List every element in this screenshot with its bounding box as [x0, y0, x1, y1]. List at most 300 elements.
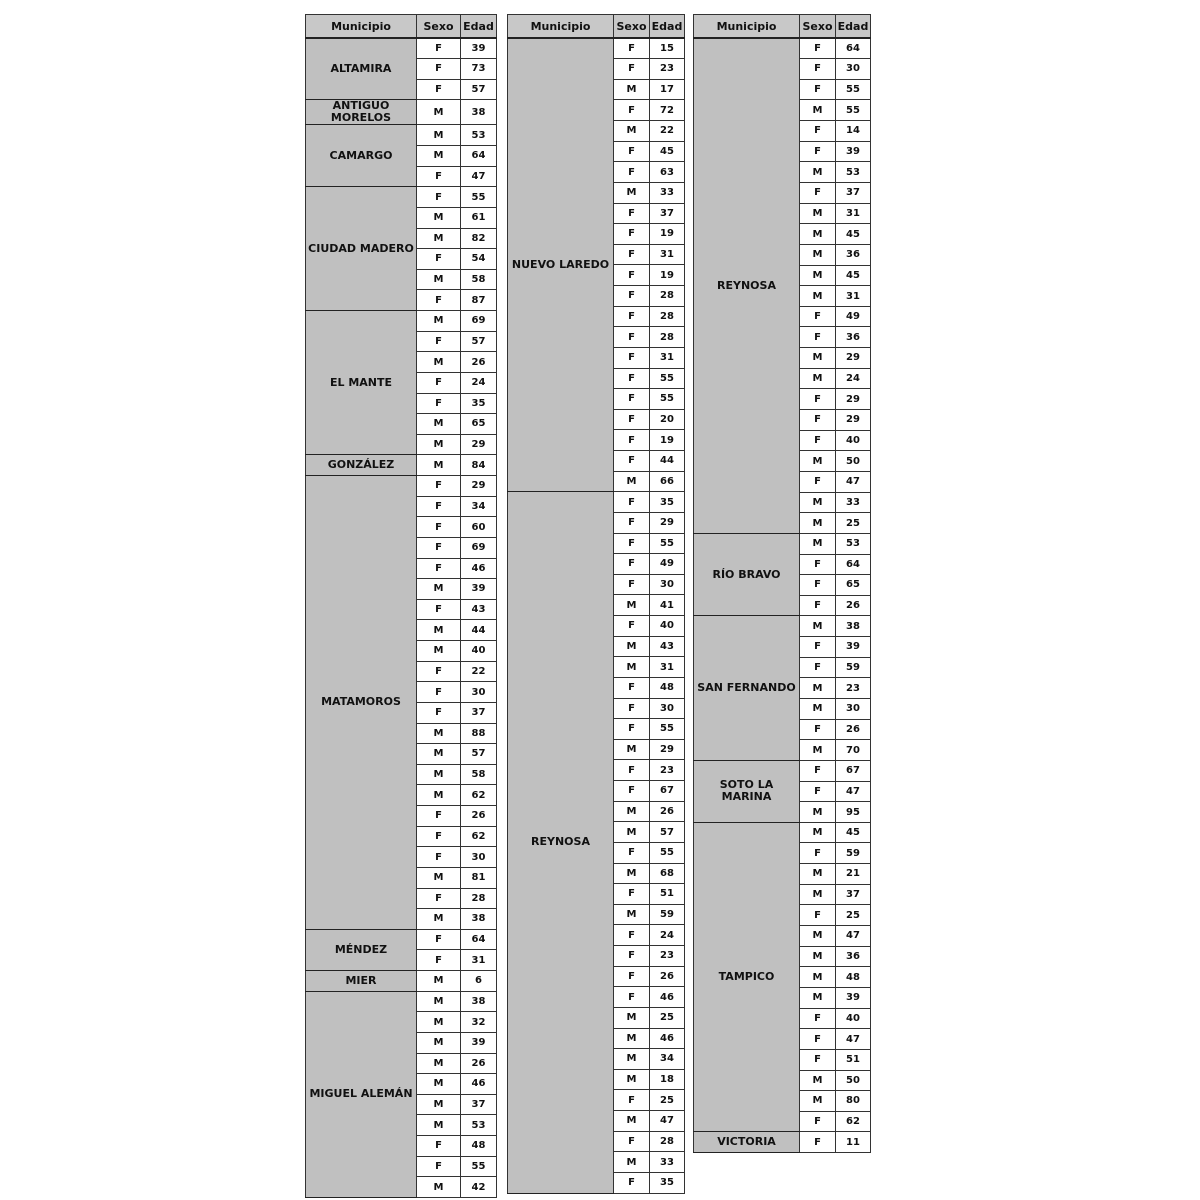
edad-cell: 40	[836, 1008, 871, 1029]
sexo-cell: M	[417, 228, 461, 249]
edad-cell: 55	[650, 368, 685, 389]
table-row	[306, 929, 497, 950]
municipio-cell: CAMARGO	[306, 125, 417, 187]
edad-cell: 26	[461, 806, 497, 827]
sexo-cell: F	[800, 1008, 836, 1029]
municipio-cell: GONZÁLEZ	[306, 455, 417, 476]
sexo-cell: F	[417, 661, 461, 682]
sexo-cell: M	[800, 678, 836, 699]
sexo-cell: M	[800, 1091, 836, 1112]
sexo-cell: F	[417, 702, 461, 723]
edad-cell: 57	[461, 744, 497, 765]
sexo-cell: M	[614, 1028, 650, 1049]
sexo-cell: M	[614, 822, 650, 843]
edad-cell: 25	[836, 905, 871, 926]
sexo-cell: F	[614, 760, 650, 781]
edad-cell: 33	[650, 182, 685, 203]
edad-cell: 62	[461, 785, 497, 806]
table-row	[306, 991, 497, 1012]
edad-cell: 87	[461, 290, 497, 311]
sexo-cell: F	[417, 599, 461, 620]
sexo-cell: F	[417, 476, 461, 497]
sexo-cell: M	[800, 740, 836, 761]
edad-cell: 47	[836, 781, 871, 802]
sexo-cell: F	[800, 1111, 836, 1132]
edad-cell: 69	[461, 537, 497, 558]
edad-cell: 64	[836, 554, 871, 575]
sexo-cell: M	[614, 121, 650, 142]
sexo-cell: M	[800, 368, 836, 389]
edad-cell: 30	[650, 698, 685, 719]
edad-cell: 35	[650, 492, 685, 513]
sexo-cell: F	[614, 512, 650, 533]
edad-cell: 40	[650, 616, 685, 637]
header-sexo: Sexo	[614, 15, 650, 39]
sexo-cell: F	[417, 331, 461, 352]
sexo-cell: M	[614, 801, 650, 822]
edad-cell: 57	[650, 822, 685, 843]
sexo-cell: F	[800, 781, 836, 802]
edad-cell: 38	[461, 909, 497, 930]
edad-cell: 48	[650, 677, 685, 698]
header-sexo: Sexo	[417, 15, 461, 39]
sexo-cell: M	[417, 991, 461, 1012]
edad-cell: 30	[461, 682, 497, 703]
header-row	[306, 15, 497, 39]
sexo-cell: F	[417, 249, 461, 270]
sexo-cell: F	[800, 905, 836, 926]
header-municipio: Municipio	[306, 15, 417, 39]
municipio-cell: SOTO LA MARINA	[694, 760, 800, 822]
sexo-cell: F	[417, 290, 461, 311]
sexo-cell: M	[417, 207, 461, 228]
edad-cell: 23	[836, 678, 871, 699]
edad-cell: 53	[836, 162, 871, 183]
edad-cell: 29	[836, 389, 871, 410]
sexo-cell: M	[417, 1053, 461, 1074]
edad-cell: 31	[650, 657, 685, 678]
edad-cell: 46	[461, 558, 497, 579]
edad-cell: 33	[836, 492, 871, 513]
sexo-cell: F	[614, 719, 650, 740]
edad-cell: 62	[836, 1111, 871, 1132]
sexo-cell: F	[614, 141, 650, 162]
sexo-cell: F	[614, 1131, 650, 1152]
municipio-table-1	[305, 14, 497, 1198]
edad-cell: 36	[836, 244, 871, 265]
sexo-cell: F	[800, 327, 836, 348]
sexo-cell: M	[800, 616, 836, 637]
sexo-cell: M	[417, 100, 461, 125]
table-row	[306, 100, 497, 125]
edad-cell: 23	[650, 59, 685, 80]
edad-cell: 39	[836, 987, 871, 1008]
sexo-cell: F	[417, 847, 461, 868]
municipio-cell: REYNOSA	[508, 492, 614, 1193]
edad-cell: 39	[461, 1032, 497, 1053]
sexo-cell: F	[614, 1090, 650, 1111]
edad-cell: 34	[461, 496, 497, 517]
edad-cell: 42	[461, 1177, 497, 1198]
edad-cell: 28	[650, 306, 685, 327]
sexo-cell: F	[614, 946, 650, 967]
sexo-cell: M	[614, 595, 650, 616]
edad-cell: 29	[836, 410, 871, 431]
sexo-cell: F	[614, 203, 650, 224]
edad-cell: 38	[461, 991, 497, 1012]
edad-cell: 26	[836, 595, 871, 616]
sexo-cell: M	[614, 1007, 650, 1028]
header-row	[694, 15, 871, 39]
municipio-cell: MÉNDEZ	[306, 929, 417, 970]
edad-cell: 69	[461, 311, 497, 332]
edad-cell: 59	[836, 843, 871, 864]
sexo-cell: M	[417, 723, 461, 744]
sexo-cell: F	[800, 719, 836, 740]
edad-cell: 28	[461, 888, 497, 909]
edad-cell: 66	[650, 471, 685, 492]
sexo-cell: M	[800, 162, 836, 183]
edad-cell: 29	[461, 434, 497, 455]
edad-cell: 88	[461, 723, 497, 744]
edad-cell: 73	[461, 59, 497, 80]
sexo-cell: M	[417, 1094, 461, 1115]
edad-cell: 23	[650, 946, 685, 967]
edad-cell: 17	[650, 79, 685, 100]
sexo-cell: M	[417, 414, 461, 435]
edad-cell: 31	[461, 950, 497, 971]
sexo-cell: F	[417, 38, 461, 59]
sexo-cell: F	[614, 451, 650, 472]
edad-cell: 55	[650, 533, 685, 554]
edad-cell: 11	[836, 1132, 871, 1153]
sexo-cell: F	[417, 537, 461, 558]
sexo-cell: F	[614, 100, 650, 121]
edad-cell: 36	[836, 946, 871, 967]
sexo-cell: F	[614, 574, 650, 595]
edad-cell: 44	[650, 451, 685, 472]
edad-cell: 24	[650, 925, 685, 946]
edad-cell: 55	[650, 719, 685, 740]
edad-cell: 40	[461, 641, 497, 662]
sexo-cell: F	[417, 166, 461, 187]
sexo-cell: F	[417, 393, 461, 414]
sexo-cell: M	[800, 100, 836, 121]
table-row	[306, 38, 497, 59]
sexo-cell: F	[800, 410, 836, 431]
sexo-cell: F	[614, 162, 650, 183]
sexo-cell: M	[614, 79, 650, 100]
sexo-cell: F	[800, 38, 836, 59]
sexo-cell: F	[800, 637, 836, 658]
sexo-cell: F	[614, 368, 650, 389]
sexo-cell: F	[614, 554, 650, 575]
sexo-cell: F	[800, 554, 836, 575]
edad-cell: 40	[836, 430, 871, 451]
edad-cell: 29	[461, 476, 497, 497]
table-row	[508, 38, 685, 59]
sexo-cell: M	[800, 967, 836, 988]
municipio-cell: ANTIGUO MORELOS	[306, 100, 417, 125]
edad-cell: 30	[650, 574, 685, 595]
sexo-cell: M	[614, 863, 650, 884]
sexo-cell: M	[614, 1069, 650, 1090]
edad-cell: 30	[461, 847, 497, 868]
edad-cell: 84	[461, 455, 497, 476]
municipio-cell: MIER	[306, 971, 417, 992]
sexo-cell: F	[417, 806, 461, 827]
edad-cell: 19	[650, 224, 685, 245]
edad-cell: 46	[461, 1074, 497, 1095]
sexo-cell: M	[800, 451, 836, 472]
edad-cell: 22	[650, 121, 685, 142]
table-row	[306, 125, 497, 146]
municipio-cell: EL MANTE	[306, 311, 417, 455]
edad-cell: 59	[650, 904, 685, 925]
edad-cell: 58	[461, 269, 497, 290]
edad-cell: 20	[650, 409, 685, 430]
sexo-cell: F	[800, 389, 836, 410]
edad-cell: 46	[650, 1028, 685, 1049]
sexo-cell: F	[614, 781, 650, 802]
edad-cell: 57	[461, 79, 497, 100]
sexo-cell: F	[614, 347, 650, 368]
edad-cell: 55	[461, 187, 497, 208]
edad-cell: 64	[836, 38, 871, 59]
sexo-cell: M	[800, 1070, 836, 1091]
sexo-cell: F	[800, 595, 836, 616]
municipio-cell: MIGUEL ALEMÁN	[306, 991, 417, 1197]
sexo-cell: F	[800, 306, 836, 327]
sexo-cell: M	[800, 822, 836, 843]
edad-cell: 14	[836, 121, 871, 142]
sexo-cell: F	[614, 842, 650, 863]
sexo-cell: M	[800, 244, 836, 265]
municipio-cell: VICTORIA	[694, 1132, 800, 1153]
sexo-cell: M	[614, 1111, 650, 1132]
municipio-cell: MATAMOROS	[306, 476, 417, 930]
sexo-cell: F	[417, 1136, 461, 1157]
edad-cell: 48	[836, 967, 871, 988]
edad-cell: 53	[836, 533, 871, 554]
sexo-cell: M	[800, 348, 836, 369]
edad-cell: 65	[461, 414, 497, 435]
sexo-cell: M	[800, 265, 836, 286]
sexo-cell: M	[800, 224, 836, 245]
edad-cell: 19	[650, 430, 685, 451]
sexo-cell: M	[800, 513, 836, 534]
sexo-cell: M	[800, 533, 836, 554]
header-edad: Edad	[836, 15, 871, 39]
edad-cell: 31	[650, 244, 685, 265]
sexo-cell: F	[800, 1029, 836, 1050]
edad-cell: 29	[650, 512, 685, 533]
edad-cell: 67	[836, 760, 871, 781]
edad-cell: 30	[836, 699, 871, 720]
edad-cell: 25	[836, 513, 871, 534]
sexo-cell: F	[417, 496, 461, 517]
edad-cell: 47	[461, 166, 497, 187]
edad-cell: 38	[836, 616, 871, 637]
edad-cell: 57	[461, 331, 497, 352]
table-row	[306, 455, 497, 476]
sexo-cell: F	[417, 1156, 461, 1177]
table-row	[306, 971, 497, 992]
edad-cell: 15	[650, 38, 685, 59]
municipio-cell: CIUDAD MADERO	[306, 187, 417, 311]
sexo-cell: F	[614, 306, 650, 327]
sexo-cell: F	[614, 59, 650, 80]
edad-cell: 45	[650, 141, 685, 162]
edad-cell: 28	[650, 286, 685, 307]
edad-cell: 95	[836, 802, 871, 823]
municipio-cell: SAN FERNANDO	[694, 616, 800, 760]
sexo-cell: M	[417, 867, 461, 888]
edad-cell: 30	[836, 59, 871, 80]
sexo-cell: F	[800, 141, 836, 162]
municipio-cell: TAMPICO	[694, 822, 800, 1132]
table-row	[508, 492, 685, 513]
sexo-cell: M	[614, 182, 650, 203]
edad-cell: 29	[836, 348, 871, 369]
sexo-cell: F	[614, 389, 650, 410]
edad-cell: 61	[461, 207, 497, 228]
edad-cell: 70	[836, 740, 871, 761]
sexo-cell: M	[800, 884, 836, 905]
sexo-cell: F	[614, 533, 650, 554]
sexo-cell: F	[800, 575, 836, 596]
municipio-table-3	[693, 14, 871, 1153]
table-row	[694, 38, 871, 59]
edad-cell: 39	[836, 141, 871, 162]
edad-cell: 34	[650, 1049, 685, 1070]
table-row	[694, 760, 871, 781]
sexo-cell: F	[614, 677, 650, 698]
edad-cell: 25	[650, 1090, 685, 1111]
table-row	[694, 822, 871, 843]
sexo-cell: F	[417, 517, 461, 538]
edad-cell: 31	[836, 286, 871, 307]
edad-cell: 26	[836, 719, 871, 740]
edad-cell: 68	[650, 863, 685, 884]
sexo-cell: M	[800, 286, 836, 307]
sexo-cell: F	[417, 826, 461, 847]
edad-cell: 39	[461, 38, 497, 59]
sexo-cell: M	[417, 641, 461, 662]
table-row	[694, 1132, 871, 1153]
edad-cell: 59	[836, 657, 871, 678]
sexo-cell: M	[417, 579, 461, 600]
sexo-cell: M	[417, 620, 461, 641]
sexo-cell: F	[800, 121, 836, 142]
sexo-cell: M	[417, 764, 461, 785]
edad-cell: 44	[461, 620, 497, 641]
edad-cell: 39	[836, 637, 871, 658]
edad-cell: 64	[461, 146, 497, 167]
sexo-cell: F	[614, 224, 650, 245]
table-row	[694, 616, 871, 637]
edad-cell: 26	[461, 1053, 497, 1074]
sexo-cell: F	[417, 929, 461, 950]
edad-cell: 43	[461, 599, 497, 620]
edad-cell: 24	[836, 368, 871, 389]
edad-cell: 55	[650, 842, 685, 863]
edad-cell: 39	[461, 579, 497, 600]
sexo-cell: M	[614, 1049, 650, 1070]
sexo-cell: F	[614, 286, 650, 307]
edad-cell: 26	[650, 801, 685, 822]
edad-cell: 47	[836, 926, 871, 947]
header-municipio: Municipio	[508, 15, 614, 39]
sexo-cell: F	[614, 265, 650, 286]
edad-cell: 65	[836, 575, 871, 596]
table-row	[306, 311, 497, 332]
sexo-cell: M	[800, 203, 836, 224]
edad-cell: 50	[836, 451, 871, 472]
sexo-cell: M	[417, 311, 461, 332]
sexo-cell: M	[614, 471, 650, 492]
sexo-cell: M	[800, 926, 836, 947]
edad-cell: 48	[461, 1136, 497, 1157]
sexo-cell: F	[417, 558, 461, 579]
sexo-cell: M	[800, 802, 836, 823]
sexo-cell: F	[614, 925, 650, 946]
edad-cell: 18	[650, 1069, 685, 1090]
edad-cell: 62	[461, 826, 497, 847]
sexo-cell: M	[417, 352, 461, 373]
sexo-cell: F	[614, 698, 650, 719]
edad-cell: 37	[461, 1094, 497, 1115]
edad-cell: 55	[650, 389, 685, 410]
edad-cell: 19	[650, 265, 685, 286]
sexo-cell: F	[800, 1132, 836, 1153]
edad-cell: 82	[461, 228, 497, 249]
edad-cell: 21	[836, 864, 871, 885]
sexo-cell: F	[800, 657, 836, 678]
sexo-cell: F	[614, 1172, 650, 1193]
edad-cell: 32	[461, 1012, 497, 1033]
edad-cell: 29	[650, 739, 685, 760]
edad-cell: 25	[650, 1007, 685, 1028]
edad-cell: 31	[650, 347, 685, 368]
sexo-cell: F	[614, 884, 650, 905]
edad-cell: 55	[836, 100, 871, 121]
edad-cell: 58	[461, 764, 497, 785]
sexo-cell: F	[800, 1049, 836, 1070]
sexo-cell: F	[614, 409, 650, 430]
edad-cell: 45	[836, 265, 871, 286]
sexo-cell: M	[614, 636, 650, 657]
header-edad: Edad	[461, 15, 497, 39]
edad-cell: 50	[836, 1070, 871, 1091]
sexo-cell: F	[417, 59, 461, 80]
sexo-cell: M	[417, 1012, 461, 1033]
sexo-cell: M	[614, 657, 650, 678]
edad-cell: 81	[461, 867, 497, 888]
edad-cell: 45	[836, 224, 871, 245]
municipio-cell: REYNOSA	[694, 38, 800, 533]
edad-cell: 45	[836, 822, 871, 843]
edad-cell: 53	[461, 125, 497, 146]
edad-cell: 28	[650, 327, 685, 348]
sexo-cell: M	[614, 739, 650, 760]
sexo-cell: F	[800, 79, 836, 100]
sexo-cell: M	[417, 1074, 461, 1095]
sexo-cell: F	[614, 327, 650, 348]
edad-cell: 37	[836, 182, 871, 203]
edad-cell: 51	[650, 884, 685, 905]
sexo-cell: M	[800, 987, 836, 1008]
